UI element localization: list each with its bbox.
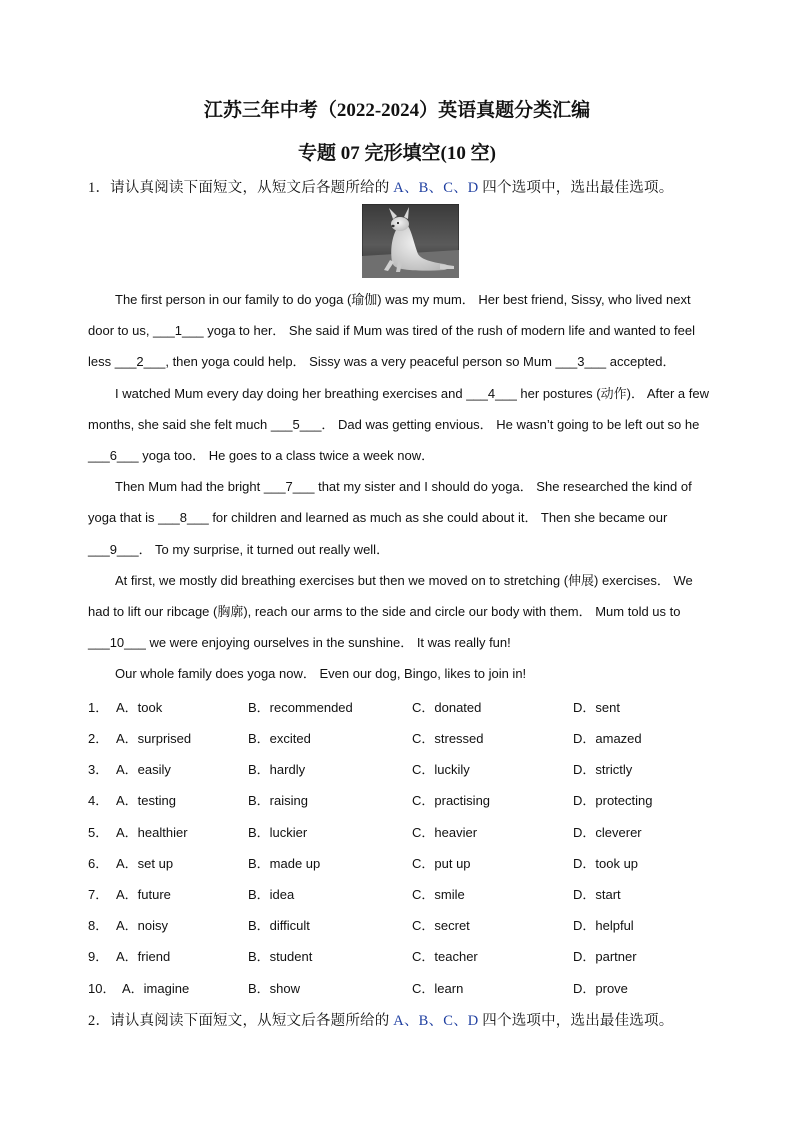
option-c: C．donated (412, 700, 482, 715)
option-a: A．surprised (116, 731, 192, 746)
option-c: C．learn (412, 981, 464, 996)
option-d: D．amazed (573, 731, 642, 746)
option-a: A．noisy (116, 918, 169, 933)
instruction-options: A、B、C、D (393, 180, 479, 196)
option-d: D．helpful (573, 918, 634, 933)
option-b: B．luckier (248, 825, 308, 840)
option-c: C．stressed (412, 731, 484, 746)
option-d: D．took up (573, 856, 639, 871)
option-d: D．partner (573, 949, 637, 964)
passage-line: I watched Mum every day doing her breathing exercises and ___4___ her postures (动作)． After a few (115, 385, 709, 401)
option-d: D．cleverer (573, 825, 642, 840)
passage-line: yoga that is ___8___ for children and learned as much as she could about it． Then she became our (88, 510, 668, 526)
option-b: B．recommended (248, 700, 353, 715)
option-c: C．luckily (412, 762, 470, 777)
instruction-suffix: 四个选项中，选出最佳选项。 (478, 1013, 674, 1029)
option-b: B．student (248, 949, 313, 964)
question-row (88, 728, 728, 748)
instruction-prefix: 1．请认真阅读下面短文，从短文后各题所给的 (88, 180, 394, 196)
option-b: B．made up (248, 856, 321, 871)
option-b: B．show (248, 981, 301, 996)
passage-line: ___6___ yoga too． He goes to a class twice a week now． (88, 447, 435, 463)
passage-line: ___9___． To my surprise, it turned out really well． (88, 541, 390, 557)
question-number: 5． (88, 825, 109, 840)
option-b: B．raising (248, 793, 308, 808)
question-row (88, 853, 728, 873)
option-c: C．teacher (412, 949, 478, 964)
option-a: A．healthier (116, 825, 188, 840)
option-b: B．hardly (248, 762, 306, 777)
option-c: C．practising (412, 793, 491, 808)
option-d: D．start (573, 887, 621, 902)
question-row (88, 946, 728, 966)
passage-line: door to us, ___1___ yoga to her． She said if Mum was tired of the rush of modern life and wanted to feel (88, 323, 696, 339)
option-a: A．easily (116, 762, 171, 777)
passage-line: ___10___ we were enjoying ourselves in the sunshine． It was really fun! (88, 635, 511, 651)
option-a: A．set up (116, 856, 174, 871)
question-row (88, 790, 728, 810)
passage-line: Our whole family does yoga now． Even our dog, Bingo, likes to join in! (115, 666, 527, 682)
document-subtitle: 专题 07 完形填空(10 空) (298, 143, 496, 164)
passage-line: At first, we mostly did breathing exercises but then we moved on to stretching (伸展) exercises． We (115, 572, 693, 588)
instruction-suffix: 四个选项中，选出最佳选项。 (478, 180, 674, 196)
option-d: D．strictly (573, 762, 633, 777)
question-number: 2． (88, 731, 109, 746)
question-number: 6． (88, 856, 109, 871)
passage (88, 284, 708, 689)
section2-instruction (88, 1009, 673, 1030)
document-title: 江苏三年中考（2022-2024）英语真题分类汇编 (203, 100, 591, 121)
option-b: B．excited (248, 731, 311, 746)
question-row (88, 915, 728, 935)
option-a: A．took (116, 700, 163, 715)
option-d: D．sent (573, 700, 620, 715)
option-c: C．put up (412, 856, 471, 871)
question-number: 9． (88, 949, 109, 964)
option-b: B．difficult (248, 918, 310, 933)
passage-line: Then Mum had the bright ___7___ that my sister and I should do yoga． She researched the kind of (115, 479, 692, 495)
option-a: A．imagine (122, 981, 190, 996)
question-row (88, 822, 728, 842)
question-row (88, 759, 728, 779)
option-c: C．secret (412, 918, 470, 933)
option-a: A．testing (116, 793, 176, 808)
passage-line: The first person in our family to do yoga (瑜伽) was my mum． Her best friend, Sissy, who lived next (115, 292, 691, 307)
question-row (88, 978, 728, 998)
option-a: A．future (116, 887, 171, 902)
passage-line: had to lift our ribcage (胸廓), reach our arms to the side and circle our body with them． Mum told us to (88, 603, 681, 619)
question-number: 1． (88, 700, 109, 715)
question-number: 10． (88, 981, 116, 996)
option-a: A．friend (116, 949, 171, 964)
option-c: C．heavier (412, 825, 478, 840)
option-b: B．idea (248, 887, 295, 902)
option-c: C．smile (412, 887, 465, 902)
question-number: 7． (88, 887, 109, 902)
question-number: 8． (88, 918, 109, 933)
question-row (88, 884, 728, 904)
passage-line: less ___2___, then yoga could help． Sissy was a very peaceful person so Mum ___3___ accepted． (88, 354, 676, 370)
question-number: 3． (88, 762, 109, 777)
option-d: D．protecting (573, 793, 653, 808)
question-number: 4． (88, 793, 109, 808)
section1-instruction (88, 176, 673, 197)
passage-line: months, she said she felt much ___5___． Dad was getting envious． He wasn’t going to be left out so he (88, 416, 700, 432)
instruction-options: A、B、C、D (393, 1013, 479, 1029)
instruction-prefix: 2．请认真阅读下面短文，从短文后各题所给的 (88, 1013, 394, 1029)
yoga-dog-photo (362, 204, 459, 278)
question-row (88, 697, 728, 717)
option-d: D．prove (573, 981, 628, 996)
